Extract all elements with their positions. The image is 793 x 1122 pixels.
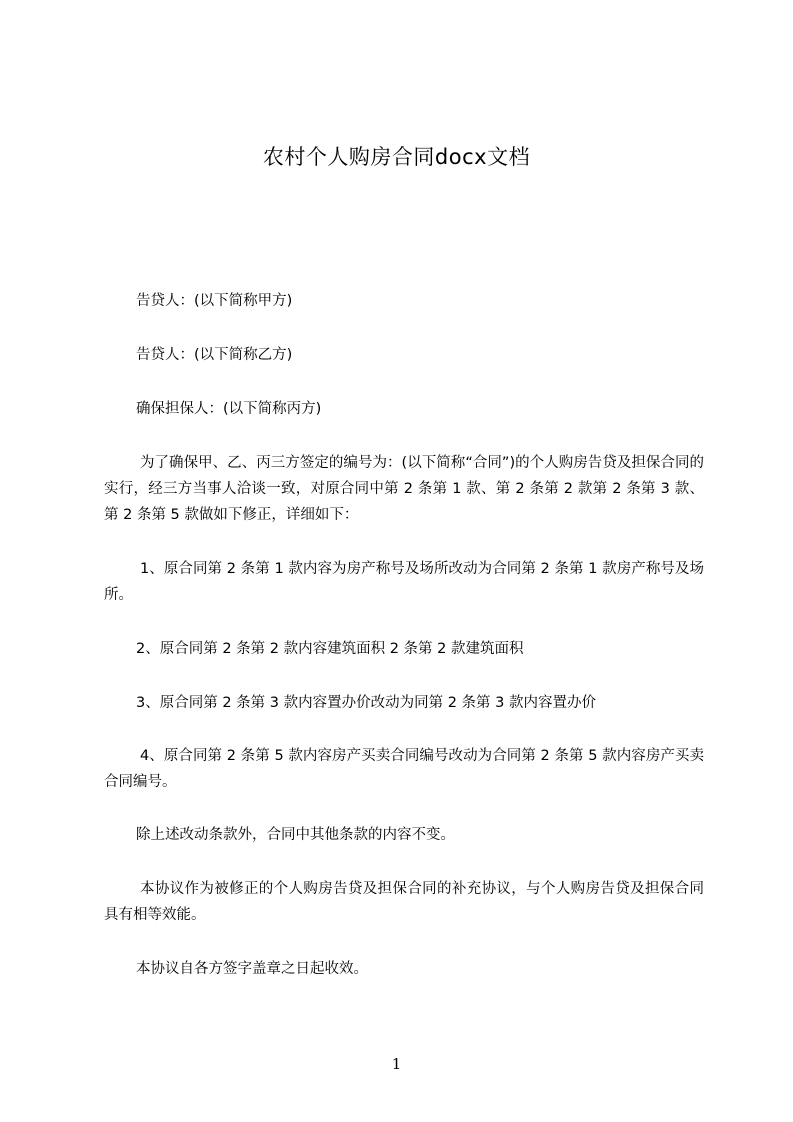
paragraph-preamble: 为了确保甲、乙、丙三方签定的编号为：(以下简称“合同”)的个人购房告贷及担保合同的实行，经三方当事人洽谈一致，对原合同中第 2 条第 1 款、第 2 条第 2 款第 2 条第 3 款、第 2 条第 5 款做如下修正，详细如下： xyxy=(104,455,704,523)
paragraph-other-terms: 除上述改动条款外，合同中其他条款的内容不变。 xyxy=(136,827,455,843)
paragraph-borrower-b: 告贷人：(以下简称乙方) xyxy=(136,347,293,363)
paragraph-supplement: 本协议作为被修正的个人购房告贷及担保合同的补充协议，与个人购房告贷及担保合同具有相等效能。 xyxy=(104,881,704,923)
page-number: 1 xyxy=(391,1055,402,1073)
paragraph-borrower-a: 告贷人：(以下简称甲方) xyxy=(136,293,293,309)
paragraph-guarantor: 确保担保人：(以下简称丙方) xyxy=(136,401,322,417)
paragraph-clause-1: 1、原合同第 2 条第 1 款内容为房产称号及场所改动为合同第 2 条第 1 款房产称号及场所。 xyxy=(104,561,704,603)
paragraph-effective: 本协议自各方签字盖章之日起收效。 xyxy=(136,961,368,977)
paragraph-clause-4: 4、原合同第 2 条第 5 款内容房产买卖合同编号改动为合同第 2 条第 5 款内容房产买卖合同编号。 xyxy=(104,748,704,790)
paragraph-clause-3: 3、原合同第 2 条第 3 款内容置办价改动为同第 2 条第 3 款内容置办价 xyxy=(136,695,596,711)
document-title: 农村个人购房合同docx文档 xyxy=(262,145,531,169)
paragraph-clause-2: 2、原合同第 2 条第 2 款内容建筑面积 2 条第 2 款建筑面积 xyxy=(136,641,524,657)
